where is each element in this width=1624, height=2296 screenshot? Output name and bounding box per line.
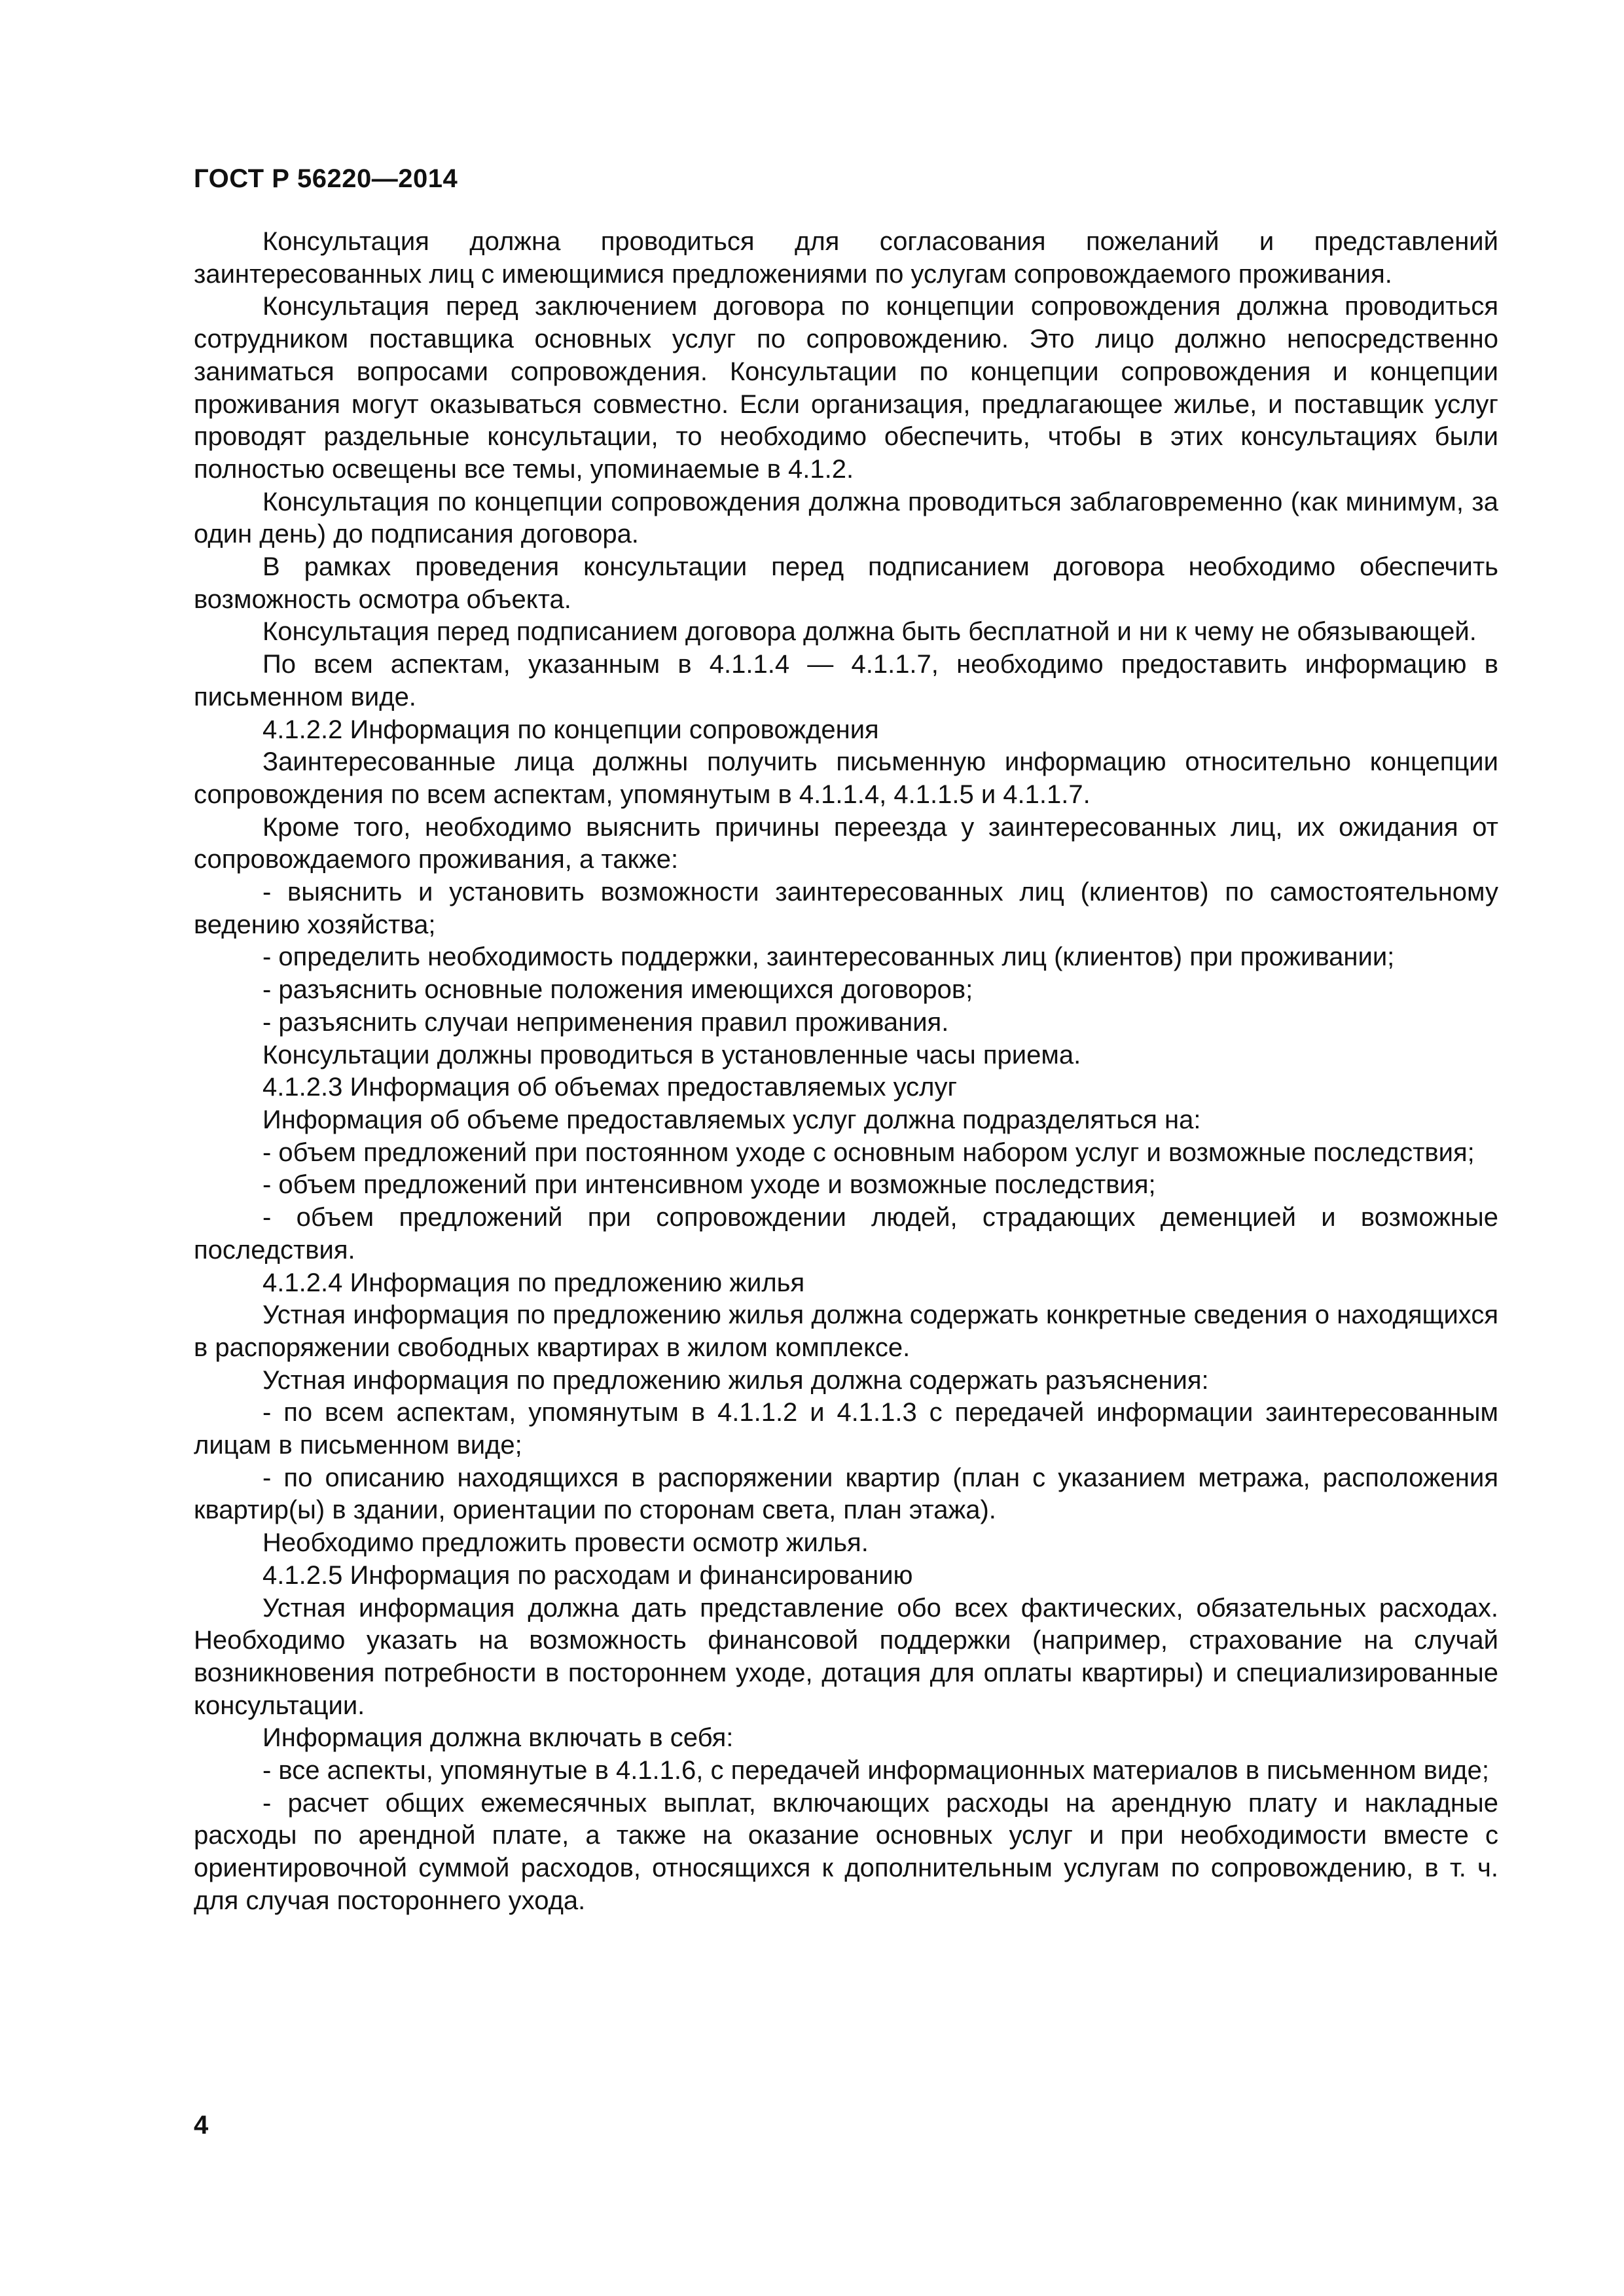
paragraph: Консультация по концепции сопровождения должна проводиться заблаговременно (как минимум, за один день) до подписания договора. — [194, 487, 1498, 549]
paragraph: Устная информация по предложению жилья должна содержать конкретные сведения о находящихся в распоряжении свободных квартирах в жилом комплексе. — [194, 1300, 1498, 1362]
list-item: - объем предложений при сопровождении людей, страдающих деменцией и возможные последствия. — [194, 1203, 1498, 1265]
section-heading: 4.1.2.5 Информация по расходам и финансированию — [262, 1560, 913, 1590]
list-item: - разъяснить основные положения имеющихся договоров; — [262, 975, 973, 1005]
paragraph: В рамках проведения консультации перед подписанием договора необходимо обеспечить возможность осмотра объекта. — [194, 552, 1498, 614]
paragraph: Консультация перед заключением договора по концепции сопровождения должна проводиться сотрудником поставщика основных услуг по сопровождению. Это лицо должно непосредственно заниматься вопросами сопровождения. Консультации по концепции сопровождения и концепции проживания могут оказываться совместно. Если организация, предлагающее жилье, и поставщик услуг проводят раздельные консультации, то необходимо обеспечить, чтобы в этих консультациях были полностью освещены все темы, упоминаемые в 4.1.2. — [194, 292, 1498, 484]
paragraph: Информация должна включать в себя: — [262, 1723, 734, 1753]
paragraph: Консультации должны проводиться в установленные часы приема. — [262, 1040, 1081, 1069]
paragraph: Кроме того, необходимо выяснить причины переезда у заинтересованных лиц, их ожидания от сопровождаемого проживания, а также: — [194, 812, 1498, 874]
list-item: - по всем аспектам, упомянутым в 4.1.1.2 и 4.1.1.3 с передачей информации заинтересованным лицам в письменном виде; — [194, 1398, 1498, 1460]
list-item: - все аспекты, упомянутые в 4.1.1.6, с передачей информационных материалов в письменном виде; — [262, 1756, 1490, 1785]
paragraph: Устная информация по предложению жилья должна содержать разъяснения: — [262, 1365, 1209, 1395]
list-item: - по описанию находящихся в распоряжении квартир (план с указанием метража, расположения квартир(ы) в здании, ориентации по сторонам света, план этажа). — [194, 1463, 1498, 1525]
paragraph: Консультация должна проводиться для согласования пожеланий и представлений заинтересованных лиц с имеющимися предложениями по услугам сопровождаемого проживания. — [194, 227, 1498, 289]
list-item: - определить необходимость поддержки, заинтересованных лиц (клиентов) при проживании; — [262, 942, 1395, 972]
paragraph: Информация об объеме предоставляемых услуг должна подразделяться на: — [262, 1105, 1201, 1134]
list-item: - расчет общих ежемесячных выплат, включающих расходы на арендную плату и накладные расходы по арендной плате, а также на оказание основных услуг и при необходимости вместе с ориентировочной суммой расходов, относящихся к дополнительным услугам по сопровождению, в т. ч. для случая постороннего ухода. — [194, 1788, 1498, 1915]
paragraph: Устная информация должна дать представление обо всех фактических, обязательных расходах. Необходимо указать на возможность финансовой поддержки (например, страхование на случай возникновения потребности в постороннем уходе, дотация для оплаты квартиры) и специализированные консультации. — [194, 1593, 1498, 1720]
paragraph: По всем аспектам, указанным в 4.1.1.4 — 4.1.1.7, необходимо предоставить информацию в письменном виде. — [194, 650, 1498, 711]
section-heading: 4.1.2.2 Информация по концепции сопровождения — [262, 715, 879, 744]
section-heading: 4.1.2.4 Информация по предложению жилья — [262, 1268, 805, 1297]
paragraph: Заинтересованные лица должны получить письменную информацию относительно концепции сопровождения по всем аспектам, упомянутым в 4.1.1.4, 4.1.1.5 и 4.1.1.7. — [194, 747, 1498, 809]
section-heading: 4.1.2.3 Информация об объемах предоставляемых услуг — [262, 1073, 958, 1102]
list-item: - объем предложений при постоянном уходе с основным набором услуг и возможные последствия; — [262, 1138, 1475, 1167]
list-item: - разъяснить случаи неприменения правил проживания. — [262, 1007, 949, 1037]
list-item: - объем предложений при интенсивном уходе и возможные последствия; — [262, 1170, 1156, 1200]
document-body — [194, 226, 1498, 1918]
page-number: 4 — [194, 2111, 209, 2140]
list-item: - выяснить и установить возможности заинтересованных лиц (клиентов) по самостоятельному ведению хозяйства; — [194, 878, 1498, 939]
paragraph: Консультация перед подписанием договора должна быть бесплатной и ни к чему не обязывающей. — [262, 617, 1477, 647]
standard-header: ГОСТ Р 56220—2014 — [194, 164, 458, 193]
paragraph: Необходимо предложить провести осмотр жилья. — [262, 1528, 869, 1558]
